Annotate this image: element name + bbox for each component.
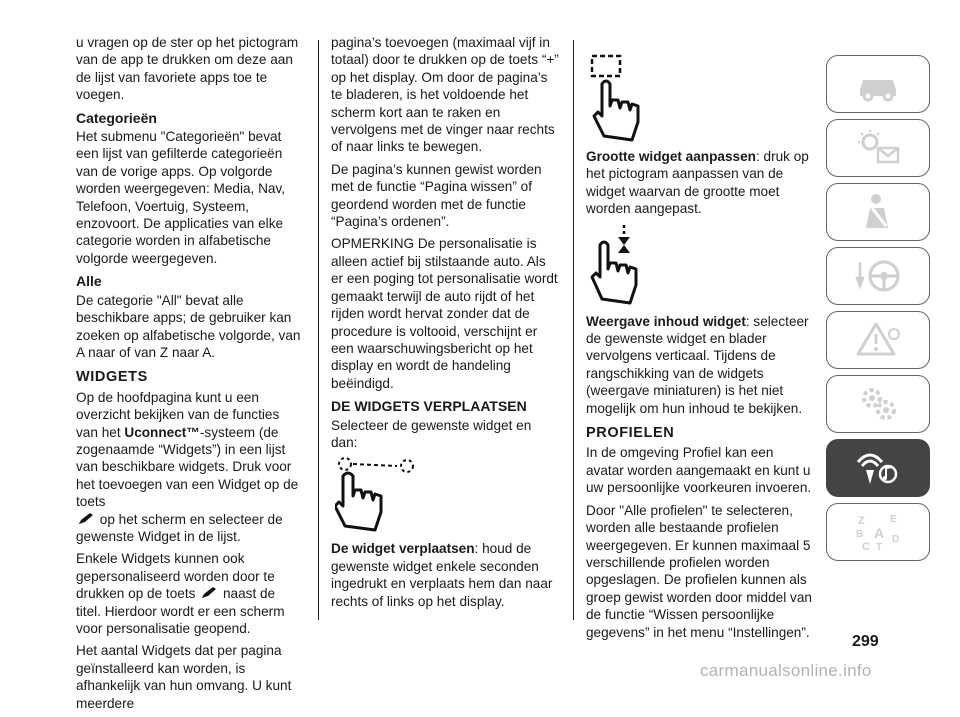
paragraph: Door "Alle profielen" te selecteren, worden alle bestaande profielen weergegeven. Er kunnen maximaal 5 verschillende profielen worden opgeslagen. De profielen kunnen als groep gewist worden door middel van de functie “Wissen persoonlijke gegevens” in het menu “Instellingen”.	[586, 502, 812, 640]
paragraph: Het submenu "Categorieën" bevat een lijst van gefilterde categorieën van de vorige apps. Op volgorde worden weergegeven: Media, Nav, Telefoon, Voertuig, Systeem, enzovoort. De applicaties van elke categorie worden in alfabetische volgorde weergegeven.	[76, 129, 286, 266]
text-column-2	[331, 34, 559, 615]
tab-car[interactable]	[826, 55, 930, 113]
resize-gesture-illustration	[586, 54, 814, 142]
paragraph: Grootte widget aanpassen: druk op het pictogram aanpassen van de widget waarvan de grootte moet worden aangepast.	[586, 149, 809, 217]
paragraph: De widget verplaatsen: houd de gewenste widget enkele seconden ingedrukt en verplaats hem dan naar rechts of links op het display.	[331, 541, 553, 609]
paragraph: pagina’s toevoegen (maximaal vijf in totaal) door te drukken op de toets “+” op het display. Om door de pagina’s te bladeren, is het voldoende het scherm kort aan te raken en vervolgens met de vinger naar rechts of naar links te bewegen.	[331, 35, 559, 155]
resize-gesture-icon	[590, 54, 650, 142]
index-letter: Z	[858, 515, 865, 527]
tab-warning-lights[interactable]	[826, 119, 930, 177]
column-divider	[573, 40, 574, 620]
paragraph: In de omgeving Profiel kan een avatar worden aangemaakt en kunt u uw persoonlijke voorkeuren invoeren.	[586, 445, 812, 496]
tab-maintenance[interactable]	[826, 375, 930, 433]
heading-categories: Categorieën	[76, 109, 157, 126]
tab-multimedia[interactable]	[826, 439, 930, 497]
index-letter: E	[890, 514, 897, 525]
heading-alle: Alle	[76, 273, 102, 290]
heading-profielen: PROFIELEN	[586, 425, 675, 442]
index-letter: T	[876, 542, 883, 552]
index-letter: C	[862, 541, 870, 552]
paragraph: u vragen op de ster op het pictogram van de app te drukken om deze aan de lijst van favoriete apps toe te voegen.	[76, 35, 299, 103]
warning-lights-icon	[854, 128, 902, 168]
text-column-3	[586, 52, 814, 646]
emergency-icon	[854, 320, 902, 360]
chapter-tabs	[826, 55, 932, 567]
pencil-icon	[76, 512, 96, 526]
pencil-icon	[199, 586, 219, 600]
index-letter: B	[856, 529, 864, 540]
index-letter: D	[892, 534, 900, 545]
paragraph: De pagina’s kunnen gewist worden met de functie “Pagina wissen” of geordend worden met de functie “Pagina’s ordenen”.	[331, 161, 542, 230]
tab-safety[interactable]	[826, 183, 930, 241]
watermark: carmanualsonline.info	[700, 661, 872, 680]
maintenance-icon	[854, 384, 902, 424]
multimedia-icon	[854, 448, 902, 488]
note-paragraph: OPMERKING De personalisatie is alleen actief bij stilstaande auto. Als er een poging tot personalisatie wordt gemaakt terwijl de auto rijdt of het rijden wordt hervat zonder dat de procedure is voltooid, verschijnt er een waarschuwingsbericht op het display en wordt de handeling beëindigd.	[331, 236, 558, 391]
heading-widgets: WIDGETS	[76, 369, 148, 386]
car-icon	[854, 64, 902, 104]
tab-index[interactable]	[826, 503, 930, 561]
brand-name: Uconnect™	[124, 424, 200, 440]
index-icon	[854, 512, 902, 552]
paragraph: Op de hoofdpagina kunt u een overzicht bekijken van de functies van het Uconnect™-systeem (de zogenaamde “Widgets”) in een lijst van beschikbare widgets. Druk voor het toevoegen van een Widget op de toets op het scherm en selecteer de gewenste Widget in de lijst.	[76, 389, 299, 544]
steering-wheel-icon	[854, 256, 902, 296]
text-column-1	[76, 34, 302, 717]
page-number: 299	[852, 633, 879, 650]
paragraph: Het aantal Widgets dat per pagina geïnstalleerd kan worden, is afhankelijk van hun omvang. U kunt meerdere	[76, 643, 292, 711]
tab-emergency[interactable]	[826, 311, 930, 369]
column-divider	[318, 40, 319, 620]
seatbelt-icon	[854, 192, 902, 232]
tab-starting-driving[interactable]	[826, 247, 930, 305]
heading-move-widgets: DE WIDGETS VERPLAATSEN	[331, 398, 527, 415]
paragraph: De categorie "All" bevat alle beschikbare apps; de gebruiker kan zoeken op alfabetische volgorde, van A naar of van Z naar A.	[76, 292, 301, 360]
paragraph: Enkele Widgets kunnen ook gepersonaliseerd worden door te drukken op de toets naast de titel. Hierdoor wordt er een scherm voor personalisatie geopend.	[76, 551, 285, 636]
paragraph: Weergave inhoud widget: selecteer de gewenste widget en blader vervolgens verticaal. Tijdens de rangschikking van de widgets (weergave miniaturen) is het niet mogelijk om hun inhoud te bekijken.	[586, 313, 809, 416]
scroll-gesture-icon	[590, 223, 650, 307]
drag-gesture-icon	[335, 456, 425, 534]
move-gesture-illustration	[331, 456, 559, 534]
paragraph: Selecteer de gewenste widget en dan:	[331, 417, 532, 450]
index-letter: A	[874, 525, 885, 541]
scroll-gesture-illustration	[586, 223, 814, 307]
